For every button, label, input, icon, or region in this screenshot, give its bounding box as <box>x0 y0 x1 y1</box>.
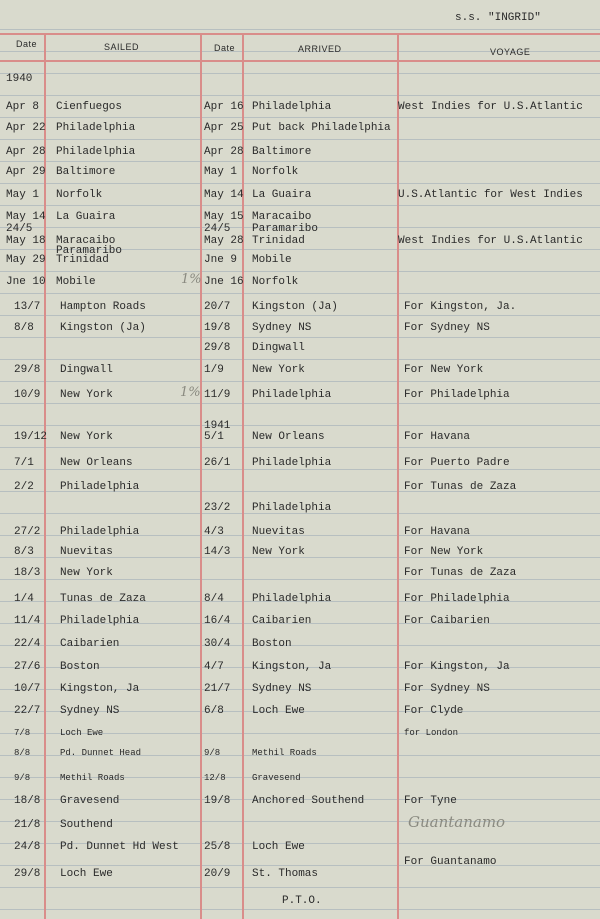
voyage: U.S.Atlantic for West Indies <box>398 189 583 201</box>
sailed-date: 1/4 <box>14 593 34 605</box>
voyage: For New York <box>404 364 484 376</box>
pencil-mark: 1% <box>180 385 201 400</box>
sailed-port: Norfolk <box>56 189 103 201</box>
sailed-date: 18/3 <box>14 567 41 579</box>
sailed-port: Caibarien <box>60 638 120 650</box>
voyage: For Clyde <box>404 705 464 717</box>
voyage: For Tyne <box>404 795 457 807</box>
sailed-date: 7/8 <box>14 728 31 738</box>
arrived-port: Anchored Southend <box>252 795 365 807</box>
arrived-port: Baltimore <box>252 146 312 158</box>
sailed-port: Pd. Dunnet Hd West <box>60 841 179 853</box>
sailed-date: Apr 22 <box>6 122 46 134</box>
sailed-port: Hampton Roads <box>60 301 146 313</box>
arrived-date: Apr 25 <box>204 122 244 134</box>
sailed-port: Kingston, Ja <box>60 683 140 695</box>
sailed-port: Boston <box>60 661 100 673</box>
arrived-port: Maracaibo <box>252 211 312 223</box>
sailed-date: 9/8 <box>14 773 31 783</box>
arrived-date: 6/8 <box>204 705 224 717</box>
arrived-port: Norfolk <box>252 166 299 178</box>
voyage: for London <box>404 728 459 738</box>
arrived-port: Philadelphia <box>252 593 332 605</box>
sailed-port: Loch Ewe <box>60 868 113 880</box>
sailed-port: Dingwall <box>60 364 113 376</box>
voyage: West Indies for U.S.Atlantic <box>398 235 583 247</box>
voyage: For Sydney NS <box>404 683 490 695</box>
col-rule-3 <box>242 34 244 919</box>
sailed-date: 19/12 <box>14 431 48 443</box>
header-date-sailed: Date <box>16 39 38 49</box>
sailed-port: New York <box>60 567 113 579</box>
sailed-port: Trinidad <box>56 254 109 266</box>
sailed-port: Nuevitas <box>60 546 113 558</box>
voyage: For Sydney NS <box>404 322 490 334</box>
sailed-date: 2/2 <box>14 481 34 493</box>
arrived-date: 24/5 <box>204 223 231 235</box>
sailed-port: Pd. Dunnet Head <box>60 748 142 758</box>
arrived-date: 20/9 <box>204 868 231 880</box>
arrived-port: New York <box>252 364 305 376</box>
sailed-port: Paramaribo <box>56 245 123 257</box>
handwritten-note: Guantanamo <box>408 813 506 831</box>
arrived-date: 8/4 <box>204 593 224 605</box>
voyage: For New York <box>404 546 484 558</box>
arrived-port: Paramaribo <box>252 223 319 235</box>
sailed-date: May 18 <box>6 235 46 247</box>
header-voyage: VOYAGE <box>490 47 531 57</box>
sailed-date: 22/7 <box>14 705 41 717</box>
arrived-date: Apr 16 <box>204 101 244 113</box>
sailed-date: 8/3 <box>14 546 34 558</box>
sailed-port: La Guaira <box>56 211 116 223</box>
header-date-arrived: Date <box>214 43 236 53</box>
arrived-port: Sydney NS <box>252 683 312 695</box>
sailed-port: Philadelphia <box>56 122 136 134</box>
arrived-port: Kingston, Ja <box>252 661 332 673</box>
voyage: For Guantanamo <box>404 856 497 868</box>
arrived-date: 25/8 <box>204 841 231 853</box>
arrived-port: Gravesend <box>252 773 301 783</box>
arrived-date: May 28 <box>204 235 244 247</box>
sailed-port: New York <box>60 389 113 401</box>
arrived-port: Methil Roads <box>252 748 317 758</box>
sailed-port: Philadelphia <box>60 526 140 538</box>
arrived-port: Kingston (Ja) <box>252 301 338 313</box>
arrived-port: Philadelphia <box>252 502 332 514</box>
arrived-date: 19/8 <box>204 322 231 334</box>
col-rule-2 <box>200 34 202 919</box>
header-top-rule <box>0 33 600 35</box>
arrived-date: 4/3 <box>204 526 224 538</box>
arrived-port: Caibarien <box>252 615 312 627</box>
sailed-date: 21/8 <box>14 819 41 831</box>
sailed-port: Southend <box>60 819 113 831</box>
arrived-date: Jne 9 <box>204 254 238 266</box>
sailed-date: Apr 8 <box>6 101 40 113</box>
sailed-port: Sydney NS <box>60 705 120 717</box>
sailed-date: 22/4 <box>14 638 41 650</box>
arrived-date: 30/4 <box>204 638 231 650</box>
sailed-date: Jne 10 <box>6 276 46 288</box>
sailed-port: Kingston (Ja) <box>60 322 146 334</box>
sailed-port: Loch Ewe <box>60 728 104 738</box>
pencil-mark: 1% <box>181 272 202 287</box>
sailed-port: Philadelphia <box>56 146 136 158</box>
arrived-date: 9/8 <box>204 748 221 758</box>
sailed-port: Baltimore <box>56 166 116 178</box>
sailed-date: 18/8 <box>14 795 41 807</box>
header-arrived: ARRIVED <box>298 44 342 54</box>
sailed-port: Cienfuegos <box>56 101 123 113</box>
arrived-date: 1941 <box>204 420 231 432</box>
sailed-port: Methil Roads <box>60 773 125 783</box>
sailed-port: Philadelphia <box>60 481 140 493</box>
sailed-date: 27/6 <box>14 661 41 673</box>
sailed-date: May 29 <box>6 254 46 266</box>
arrived-port: Loch Ewe <box>252 841 305 853</box>
arrived-date: 11/9 <box>204 389 231 401</box>
arrived-date: 20/7 <box>204 301 231 313</box>
voyage: For Philadelphia <box>404 593 510 605</box>
sailed-date: 24/5 <box>6 223 33 235</box>
voyage: For Caibarien <box>404 615 490 627</box>
arrived-date: 4/7 <box>204 661 224 673</box>
sailed-port: Maracaibo <box>56 235 116 247</box>
col-rule-4 <box>397 34 399 919</box>
arrived-date: Apr 28 <box>204 146 244 158</box>
sailed-port: New York <box>60 431 113 443</box>
arrived-date: May 15 <box>204 211 244 223</box>
arrived-port: Nuevitas <box>252 526 305 538</box>
voyage: For Philadelphia <box>404 389 510 401</box>
arrived-port: Dingwall <box>252 342 305 354</box>
arrived-date: 1/9 <box>204 364 224 376</box>
sailed-date: 29/8 <box>14 868 41 880</box>
arrived-port: Trinidad <box>252 235 305 247</box>
sailed-date: 24/8 <box>14 841 41 853</box>
sailed-port: Tunas de Zaza <box>60 593 146 605</box>
arrived-date: 16/4 <box>204 615 231 627</box>
sailed-date: 10/7 <box>14 683 41 695</box>
voyage: For Kingston, Ja <box>404 661 510 673</box>
arrived-port: Philadelphia <box>252 101 332 113</box>
sailed-date: 10/9 <box>14 389 41 401</box>
arrived-date: 21/7 <box>204 683 231 695</box>
sailed-port: Gravesend <box>60 795 120 807</box>
sailed-date: Apr 28 <box>6 146 46 158</box>
arrived-date: 26/1 <box>204 457 231 469</box>
sailed-date: 27/2 <box>14 526 41 538</box>
arrived-port: La Guaira <box>252 189 312 201</box>
voyage: For Havana <box>404 431 471 443</box>
sailed-port: Mobile <box>56 276 96 288</box>
sailed-date: May 14 <box>6 211 46 223</box>
arrived-date: May 14 <box>204 189 244 201</box>
arrived-port: Loch Ewe <box>252 705 305 717</box>
voyage: For Tunas de Zaza <box>404 481 517 493</box>
arrived-port: Norfolk <box>252 276 299 288</box>
arrived-port: Mobile <box>252 254 292 266</box>
arrived-port: St. Thomas <box>252 868 319 880</box>
sailed-date: 8/8 <box>14 322 34 334</box>
sailed-date: May 1 <box>6 189 40 201</box>
arrived-port: Boston <box>252 638 292 650</box>
voyage: For Tunas de Zaza <box>404 567 517 579</box>
header-sailed: SAILED <box>104 42 140 52</box>
arrived-port: New Orleans <box>252 431 325 443</box>
arrived-date: 14/3 <box>204 546 231 558</box>
arrived-port: New York <box>252 546 305 558</box>
sailed-date: 8/8 <box>14 748 31 758</box>
voyage: For Puerto Padre <box>404 457 510 469</box>
arrived-date: 29/8 <box>204 342 231 354</box>
header-bottom-rule <box>0 60 600 62</box>
arrived-date: May 1 <box>204 166 238 178</box>
voyage: West Indies for U.S.Atlantic <box>398 101 583 113</box>
sailed-date: 11/4 <box>14 615 41 627</box>
sailed-date: 13/7 <box>14 301 41 313</box>
arrived-port: Put back Philadelphia <box>252 122 391 134</box>
voyage: For Havana <box>404 526 471 538</box>
footer-pto: P.T.O. <box>282 895 322 907</box>
arrived-port: Philadelphia <box>252 389 332 401</box>
arrived-date: Jne 16 <box>204 276 244 288</box>
sailed-date: 7/1 <box>14 457 34 469</box>
arrived-date: 23/2 <box>204 502 231 514</box>
year-1940: 1940 <box>6 73 33 85</box>
voyage: For Kingston, Ja. <box>404 301 517 313</box>
sailed-port: New Orleans <box>60 457 133 469</box>
arrived-port: Sydney NS <box>252 322 312 334</box>
sailed-port: Philadelphia <box>60 615 140 627</box>
arrived-date: 19/8 <box>204 795 231 807</box>
sailed-date: 29/8 <box>14 364 41 376</box>
arrived-date: 5/1 <box>204 431 224 443</box>
arrived-date: 12/8 <box>204 773 226 783</box>
sailed-date: Apr 29 <box>6 166 46 178</box>
arrived-port: Philadelphia <box>252 457 332 469</box>
ship-name: s.s. "INGRID" <box>455 12 541 24</box>
